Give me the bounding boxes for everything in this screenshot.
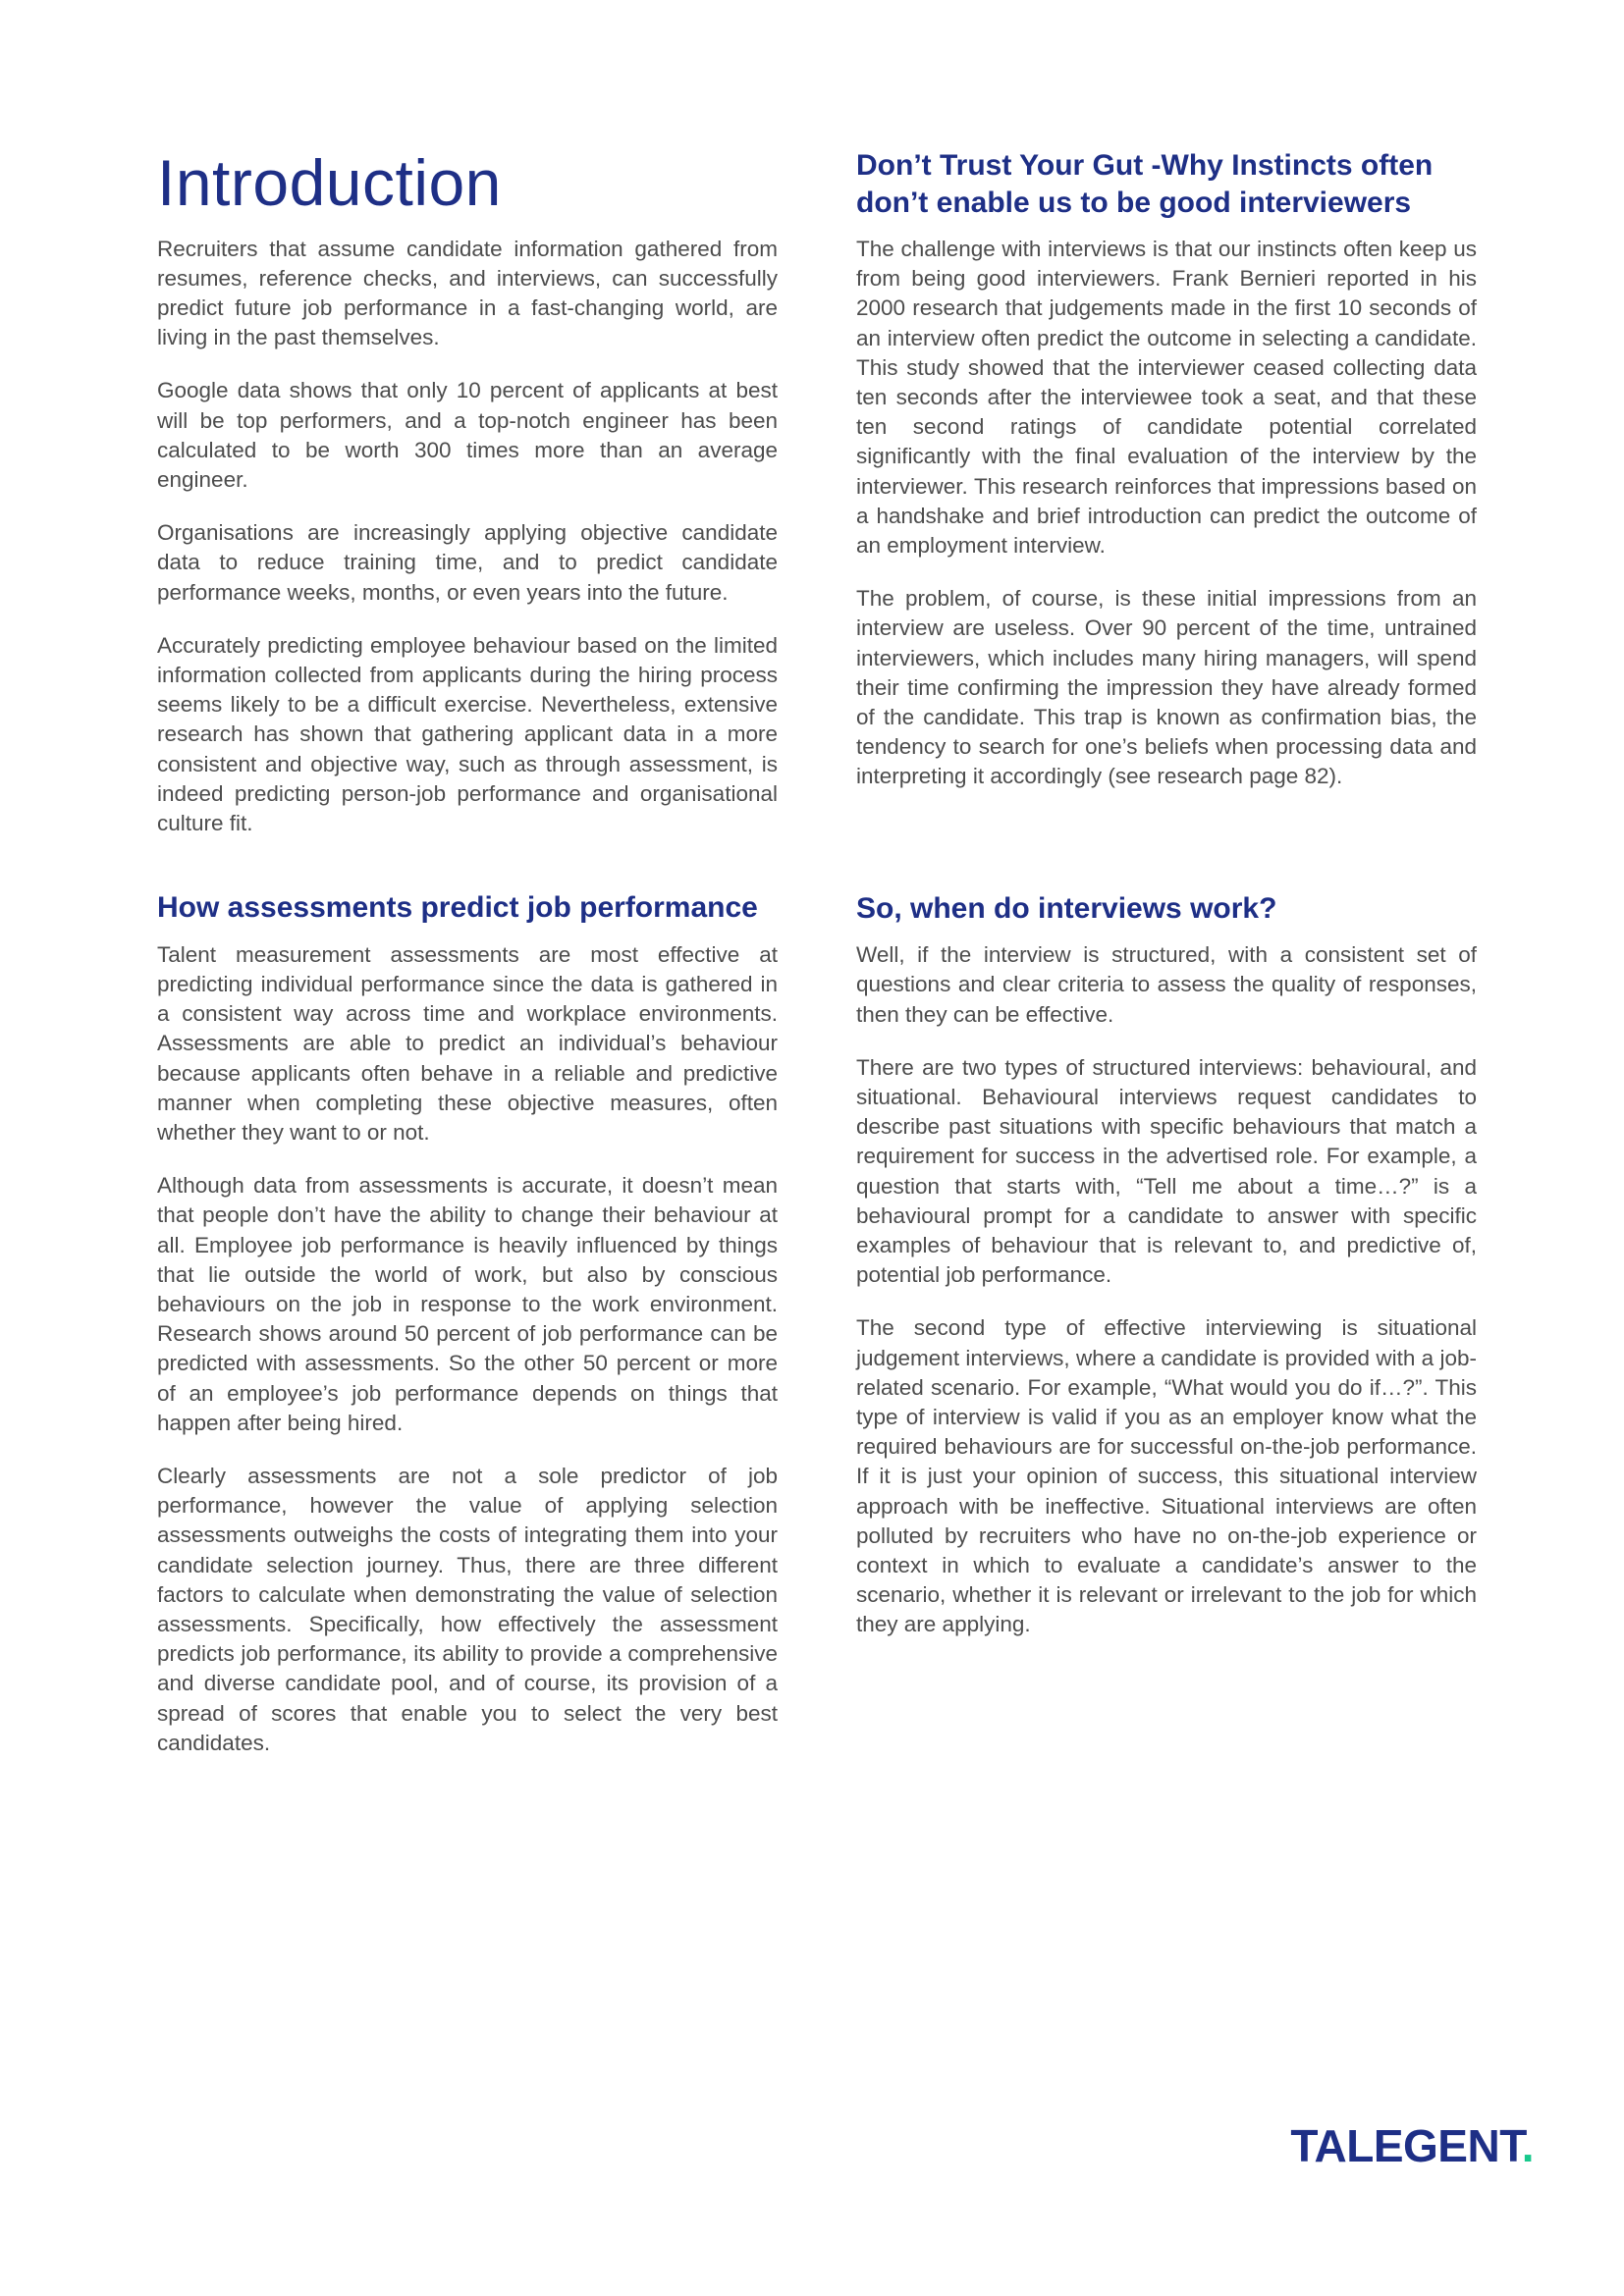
intro-paragraph-1: Recruiters that assume candidate information gathered from resumes, reference checks, and interviews, can successfully predict future job performance in a fast-changing world, are living in the past themselves. (157, 236, 778, 350)
intro-paragraph-4: Accurately predicting employee behaviour based on the limited information collected from applicants during the hiring process seems likely to be a difficult exercise. Nevertheless, extensive research has shown that gathering applicant data in a more consistent and objective way, such as through assessment, is indeed predicting person-job performance and organisational culture fit. (157, 632, 778, 836)
logo-text: TALEGENT (1290, 2120, 1522, 2171)
assessments-paragraph-3: Clearly assessments are not a sole predictor of job performance, however the value of applying selection assessments outweighs the costs of integrating them into your candidate selection journey. Thus, there are three different factors to calculate when demonstrating the value of selection assessments. Specifically, how effectively the assessment predicts job performance, its ability to provide a comprehensive and diverse candidate pool, and of course, its provision of a spread of scores that enable you to select the very best candidates. (157, 1464, 778, 1755)
assessments-paragraph-2: Although data from assessments is accurate, it doesn’t mean that people don’t have the ability to change their behaviour at all. Employee job performance is heavily influenced by things that lie outside the world of work, but also by conscious behaviours on the job in response to the work environment. Research shows around 50 percent of job performance can be predicted with assessments. So the other 50 percent or more of an employee’s job performance depends on things that happen after being hired. (157, 1173, 778, 1435)
gut-paragraph-2: The problem, of course, is these initial impressions from an interview are useless. Over 90 percent of the time, untrained interviewers, which includes many hiring managers, will spend their time confirming the impression they have already formed of the candidate. This trap is known as confirmation bias, the tendency to search for one’s beliefs when processing data and interpreting it accordingly (see research page 82). (856, 586, 1477, 789)
section-title-interviews: So, when do interviews work? (856, 891, 1277, 925)
assessments-paragraph-1: Talent measurement assessments are most effective at predicting individual performance since the data is gathered in a consistent way across time and workplace environments. Assessments are able to predict an individual’s behaviour because applicants often behave in a reliable and predictive manner when completing these objective measures, often whether they want to or not. (157, 941, 778, 1145)
page-title: Introduction (157, 146, 502, 219)
interviews-paragraph-3: The second type of effective interviewing is situational judgement interviews, where a candidate is provided with a job-related scenario. For example, “What would you do if…?”. This type of interview is valid if you as an employer know what the required behaviours are for successful on-the-job performance. If it is just your opinion of success, this situational interview approach with be ineffective. Situational interviews are often polluted by recruiters who have no on-the-job experience or context in which to evaluate a candidate’s answer to the scenario, whether it is relevant or irrelevant to the job for which they are applying. (856, 1315, 1477, 1637)
logo-dot: . (1521, 2120, 1534, 2171)
left-column (157, 147, 778, 1782)
right-column (856, 147, 1477, 1664)
interviews-paragraph-1: Well, if the interview is structured, with a consistent set of questions and clear criteria to assess the quality of responses, then they can be effective. (856, 942, 1477, 1027)
talegent-logo (1290, 2119, 1534, 2172)
intro-paragraph-2: Google data shows that only 10 percent of applicants at best will be top performers, and a top-notch engineer has been calculated to be worth 300 times more than an average engineer. (157, 378, 778, 493)
interviews-paragraph-2: There are two types of structured interviews: behavioural, and situational. Behavioural interviews request candidates to describe past situations with specific behaviours that match a requirement for success in the advertised role. For example, a question that starts with, “Tell me about a time…?” is a behavioural prompt for a candidate to answer with specific examples of behaviour that is relevant to, and predictive of, potential job performance. (856, 1054, 1477, 1288)
intro-paragraph-3: Organisations are increasingly applying objective candidate data to reduce training time, and to predict candidate performance weeks, months, or even years into the future. (157, 520, 778, 605)
section-title-assessments: How assessments predict job performance (157, 891, 758, 925)
gut-paragraph-1: The challenge with interviews is that our instincts often keep us from being good interviewers. Frank Bernieri reported in his 2000 research that judgements made in the first 10 seconds of an interview often predict the outcome in selecting a candidate. This study showed that the interviewer ceased collecting data ten seconds after the interviewee took a seat, and that these ten second ratings of candidate potential correlated significantly with the final evaluation of the interview by the interviewer. This research reinforces that impressions based on a handshake and brief introduction can predict the outcome of an employment interview. (856, 237, 1477, 559)
section-title-gut: Don’t Trust Your Gut -Why Instincts often don’t enable us to be good interviewers (856, 149, 1434, 219)
